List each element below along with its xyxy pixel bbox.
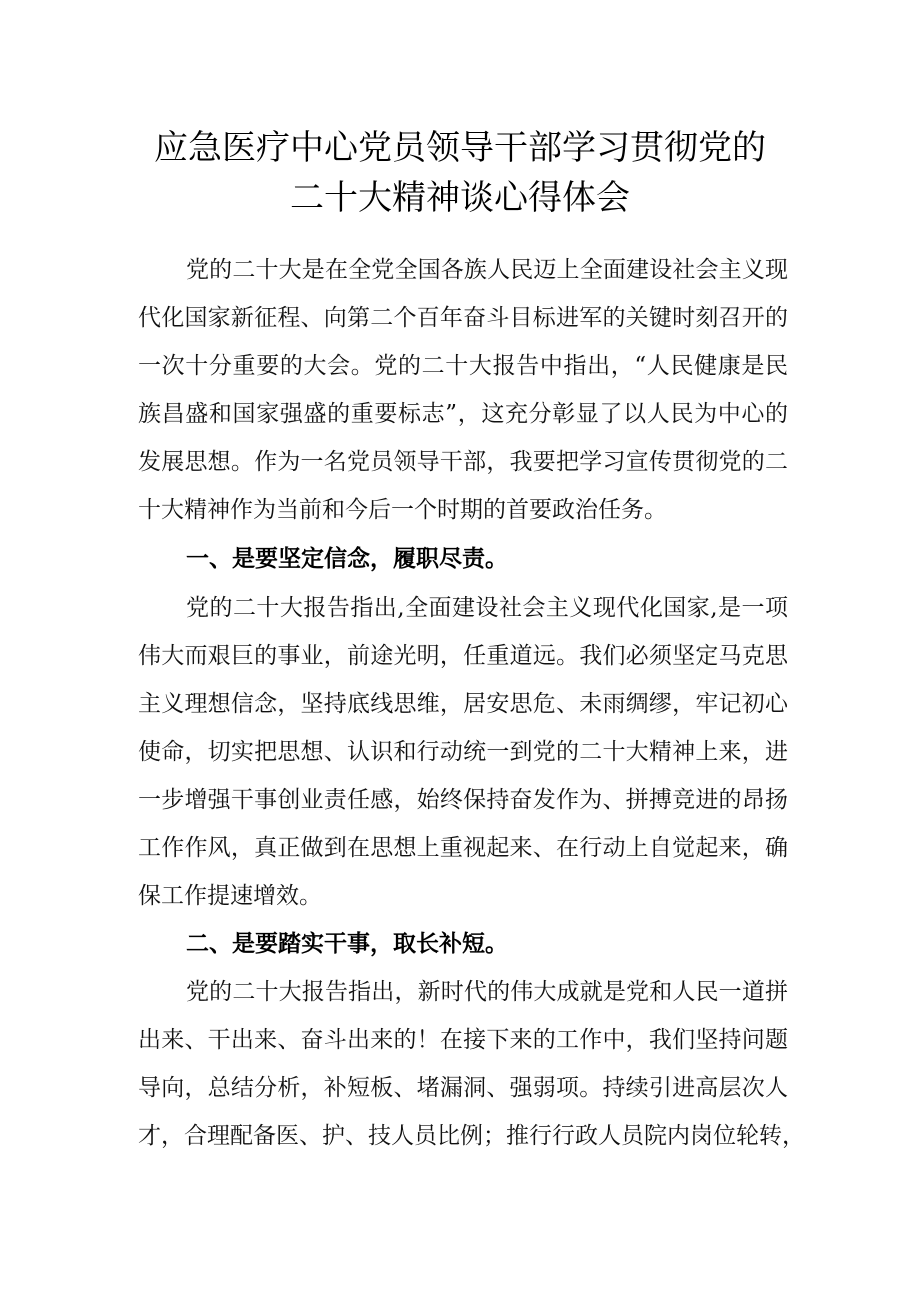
paragraph-2-line-6: 工作作风，真正做到在思想上重视起来、在行动上自觉起来，确	[138, 835, 788, 861]
paragraph-2-line-2: 伟大而艰巨的事业，前途光明，任重道远。我们必须坚定马克思	[138, 643, 788, 669]
document-title-line-1: 应急医疗中心党员领导干部学习贯彻党的	[154, 128, 766, 168]
paragraph-2-line-4: 使命，切实把思想、认识和行动统一到党的二十大精神上来，进	[138, 739, 788, 765]
paragraph-1-line-4: 族昌盛和国家强盛的重要标志”，这充分彰显了以人民为中心的	[138, 401, 788, 427]
paragraph-2-line-5: 一步增强干事创业责任感，始终保持奋发作为、拼搏竞进的昂扬	[138, 787, 788, 813]
paragraph-1-line-2: 代化国家新征程、向第二个百年奋斗目标进军的关键时刻召开的	[138, 305, 788, 331]
paragraph-1-line-6: 十大精神作为当前和今后一个时期的首要政治任务。	[138, 497, 667, 523]
paragraph-3-line-2: 出来、干出来、奋斗出来的！在接下来的工作中，我们坚持问题	[138, 1027, 788, 1053]
paragraph-3-line-4: 才，合理配备医、护、技人员比例；推行行政人员院内岗位轮转，	[138, 1123, 805, 1149]
section-heading-2: 二、是要踏实干事，取长补短。	[186, 931, 508, 957]
document-title-line-2: 二十大精神谈心得体会	[290, 178, 630, 218]
paragraph-3-line-3: 导向，总结分析，补短板、堵漏洞、强弱项。持续引进高层次人	[138, 1075, 788, 1101]
paragraph-2-line-7: 保工作提速增效。	[138, 883, 322, 909]
section-heading-1: 一、是要坚定信念，履职尽责。	[186, 546, 508, 572]
paragraph-1-line-5: 发展思想。作为一名党员领导干部，我要把学习宣传贯彻党的二	[138, 449, 788, 475]
paragraph-1-line-1: 党的二十大是在全党全国各族人民迈上全面建设社会主义现	[186, 257, 788, 283]
paragraph-3-line-1: 党的二十大报告指出，新时代的伟大成就是党和人民一道拼	[186, 979, 788, 1005]
paragraph-1-line-3: 一次十分重要的大会。党的二十大报告中指出，“人民健康是民	[138, 353, 788, 379]
paragraph-2-line-3: 主义理想信念，坚持底线思维，居安思危、未雨绸缪，牢记初心	[138, 691, 788, 717]
paragraph-2-line-1: 党的二十大报告指出,全面建设社会主义现代化国家,是一项	[186, 595, 788, 621]
